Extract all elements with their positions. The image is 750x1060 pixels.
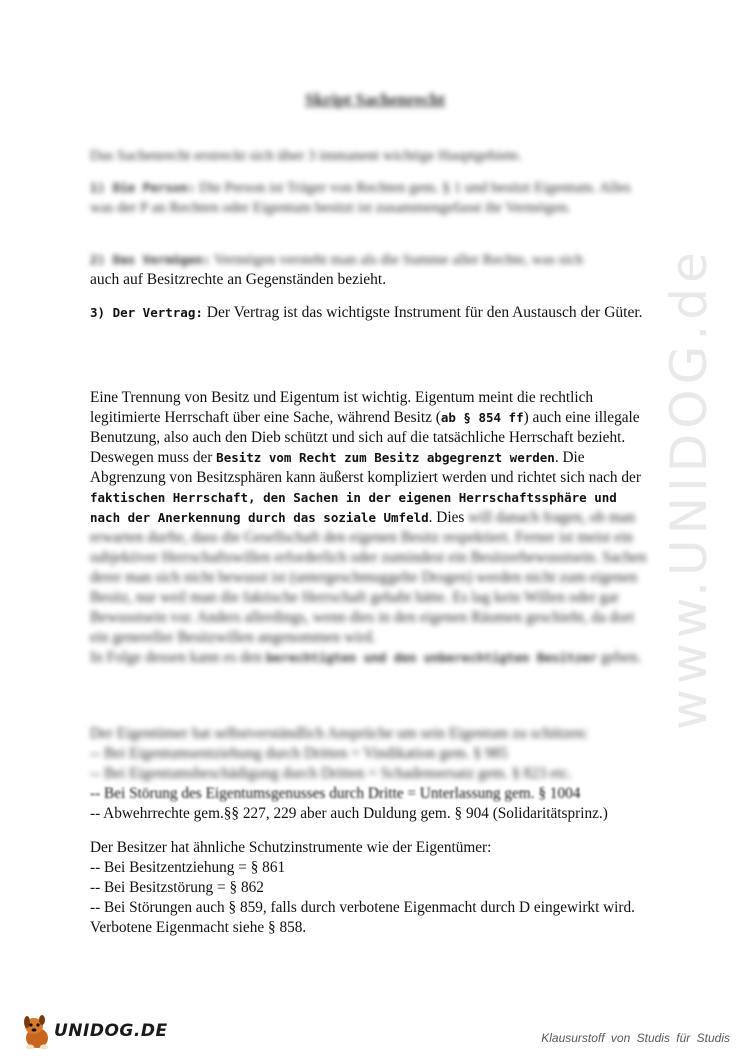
para-text-3: . Die Abgrenzung von Besitzsphären kann äußerst kompliziert werden und richtet sich nach der (90, 449, 641, 486)
para-text-1: Eine Trennung von Besitz und Eigentum ist wichtig. Eigentum meint die rechtlich legitimierte Herrschaft über eine Sache, während Besitz ( (90, 389, 594, 426)
para-folge-bold: berechtigten und den unberechtigten Besitzer (265, 650, 598, 665)
para-bold-1: ab § 854 ff (440, 410, 524, 425)
besitzer-line-2: -- Bei Besitzstörung = § 862 (90, 879, 264, 896)
eigentuemer-section (90, 724, 650, 824)
para-folge (90, 648, 650, 668)
item-vermoegen-text-blurred: Vermögen versteht man als die Summe aller Rechte, was sich (213, 252, 583, 268)
item-vermoegen-label: 2) Das Vermögen: (90, 252, 211, 267)
besitzer-section (90, 838, 650, 938)
para-blurred: will danach fragen, ob man erwarten durfte, dass die Gesellschaft den eigenen Besitz respektiert. Ferner ist meist ein subjektiver Herrschaftswillen erforderlich oder zumindest ein Besitzerbewusstsein. Sachen derer man sich nicht bewusst ist (untergeschmuggelte Drogen) werden nicht zum eigenen Besitz, nur weil man die faktische Herrschaft gehabt hätte. Es lag kein Willen oder gar Bewusstsein vor. Anders allerdings, wenn dies in den eigenen Räumen geschieht, da dort ein genereller Besitzwillen angenommen wird. (90, 509, 647, 646)
eigentuemer-line-1: -- Bei Eigentumsentziehung durch Dritten = Vindikation gem. § 985 (90, 745, 508, 762)
para-bold-2: Besitz vom Recht zum Besitz abgegrenzt werden (216, 450, 555, 465)
besitzer-line-1: -- Bei Besitzentziehung = § 861 (90, 859, 286, 876)
besitzer-line-3: -- Bei Störungen auch § 859, falls durch verbotene Eigenmacht durch D eingewirkt wird. Verbotene Eigenmacht siehe § 858. (90, 899, 636, 936)
para-text-2: ) auch eine illegale Benutzung, also auch den Dieb schützt und sich auf die tatsächliche Herrschaft bezieht. Deswegen muss der (90, 409, 640, 466)
item-vermoegen-text: auch auf Besitzrechte an Gegenständen bezieht. (90, 271, 387, 288)
item-vertrag (90, 303, 650, 323)
logo-text: UNIDOG.DE (54, 1021, 168, 1041)
eigentuemer-line-3: -- Bei Störung des Eigentumsgenusses durch Dritte = Unterlassung gem. § 1004 (90, 785, 581, 802)
item-vertrag-text: Der Vertrag ist das wichtigste Instrument für den Austausch der Güter. (206, 304, 643, 321)
para-folge-text: In Folge dessen kann es den (90, 649, 263, 666)
page-title: Skript Sachenrecht (305, 90, 445, 109)
besitzer-intro: Der Besitzer hat ähnliche Schutzinstrumente wie der Eigentümer: (90, 839, 492, 856)
paragraph-besitz (90, 388, 650, 668)
dog-icon (20, 1012, 56, 1052)
eigentuemer-intro: Der Eigentümer hat selbstverständlich Ansprüche um sein Eigentum zu schützen: (90, 725, 589, 742)
item-person-text: Die Person ist Träger von Rechten gem. § 1 und besitzt Eigentum. Alles was der P an Rechten oder Eigentum besitzt ist zusammengefasst ihr Vermögen. (90, 180, 631, 216)
eigentuemer-line-2: -- Bei Eigentumsbeschädigung durch Dritten = Schadensersatz gem. § 823 etc. (90, 765, 572, 782)
item-vertrag-label: 3) Der Vertrag: (90, 305, 203, 320)
watermark: www.UNIDOG.de (660, 247, 718, 730)
eigentuemer-line-4: -- Abwehrrechte gem.§§ 227, 229 aber auch Duldung gem. § 904 (Solidaritätsprinz.) (90, 805, 608, 822)
para-text-4: . Dies (428, 509, 465, 526)
footer-slogan: Klausurstoff von Studis für Studis (541, 1031, 730, 1045)
item-vermoegen-line1 (90, 250, 640, 270)
unidog-logo (20, 1012, 168, 1052)
para-bold-3: faktischen Herrschaft, den Sachen in der eigenen Herrschaftssphäre und nach der Anerkennung durch das soziale Umfeld (90, 490, 617, 525)
para-folge-end: geben. (600, 649, 642, 666)
intro-text: Das Sachenrecht erstreckt sich über 3 immanent wichtige Hauptgebiete. (90, 148, 522, 164)
item-person (90, 178, 640, 218)
item-person-label: 1) Die Person: (90, 180, 196, 195)
item-vermoegen (90, 250, 640, 290)
